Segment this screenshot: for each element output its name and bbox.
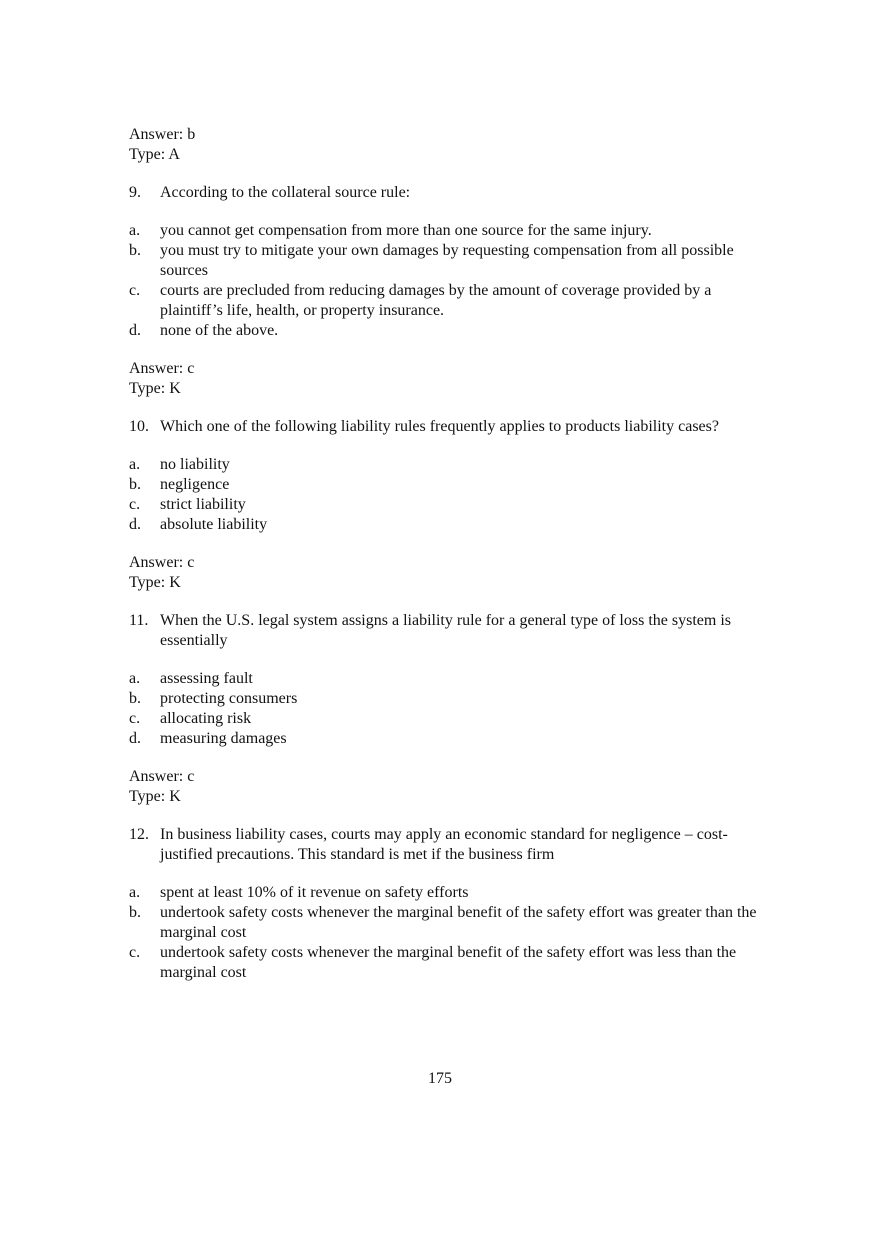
option-letter: b.: [129, 476, 141, 493]
question-number: 9.: [129, 184, 141, 201]
answer-line: Answer: b: [129, 126, 196, 143]
option-a: [129, 455, 759, 475]
question-text: In business liability cases, courts may apply an economic standard for negligence – cost-justified precautions. This standard is met if the business firm: [160, 826, 728, 863]
option-text: absolute liability: [160, 516, 268, 533]
option-text: strict liability: [160, 496, 246, 513]
option-text: allocating risk: [160, 710, 252, 727]
answer-line: Answer: c: [129, 768, 195, 785]
option-text: assessing fault: [160, 670, 253, 687]
option-letter: b.: [129, 690, 141, 707]
question-9: [129, 183, 759, 203]
option-letter: c.: [129, 496, 141, 513]
option-d: [129, 515, 759, 535]
answer-line: Answer: c: [129, 360, 195, 377]
option-text: no liability: [160, 456, 230, 473]
type-line: Type: K: [129, 788, 181, 805]
option-letter: a.: [129, 456, 141, 473]
option-letter: a.: [129, 884, 141, 901]
type-line: Type: K: [129, 380, 181, 397]
option-letter: c.: [129, 710, 141, 727]
option-text: you cannot get compensation from more than one source for the same injury.: [160, 222, 652, 239]
page-number: 175: [428, 1070, 452, 1087]
option-a: [129, 221, 759, 241]
option-d: [129, 321, 759, 341]
question-11: [129, 611, 759, 651]
option-c: [129, 495, 759, 515]
option-letter: a.: [129, 222, 141, 239]
type-line: Type: K: [129, 574, 181, 591]
option-text: undertook safety costs whenever the marginal benefit of the safety effort was greater than the marginal cost: [160, 904, 757, 941]
option-text: none of the above.: [160, 322, 279, 339]
option-text: you must try to mitigate your own damages by requesting compensation from all possible sources: [160, 242, 734, 279]
option-b: [129, 241, 759, 281]
option-text: protecting consumers: [160, 690, 298, 707]
type-line: Type: A: [129, 146, 180, 163]
option-b: [129, 903, 759, 943]
question-10: [129, 417, 759, 437]
option-c: [129, 943, 759, 983]
option-letter: a.: [129, 670, 141, 687]
option-letter: c.: [129, 282, 141, 299]
document-body: [129, 125, 759, 983]
question-number: 10.: [129, 418, 149, 435]
option-letter: d.: [129, 322, 141, 339]
question-text: According to the collateral source rule:: [160, 184, 411, 201]
option-text: undertook safety costs whenever the marginal benefit of the safety effort was less than the marginal cost: [160, 944, 737, 981]
option-b: [129, 689, 759, 709]
option-d: [129, 729, 759, 749]
option-letter: d.: [129, 516, 141, 533]
option-letter: b.: [129, 904, 141, 921]
option-text: spent at least 10% of it revenue on safety efforts: [160, 884, 469, 901]
option-a: [129, 883, 759, 903]
question-12: [129, 825, 759, 865]
option-c: [129, 281, 759, 321]
option-a: [129, 669, 759, 689]
question-number: 12.: [129, 826, 149, 843]
option-c: [129, 709, 759, 729]
option-letter: c.: [129, 944, 141, 961]
question-text: When the U.S. legal system assigns a liability rule for a general type of loss the system is essentially: [160, 612, 731, 649]
answer-block-8: [129, 125, 759, 165]
option-b: [129, 475, 759, 495]
question-text: Which one of the following liability rules frequently applies to products liability cases?: [160, 418, 719, 435]
answer-line: Answer: c: [129, 554, 195, 571]
option-text: measuring damages: [160, 730, 287, 747]
question-number: 11.: [129, 612, 149, 629]
option-text: courts are precluded from reducing damages by the amount of coverage provided by a plaintiff’s life, health, or property insurance.: [160, 282, 712, 319]
option-letter: b.: [129, 242, 141, 259]
option-text: negligence: [160, 476, 230, 493]
option-letter: d.: [129, 730, 141, 747]
